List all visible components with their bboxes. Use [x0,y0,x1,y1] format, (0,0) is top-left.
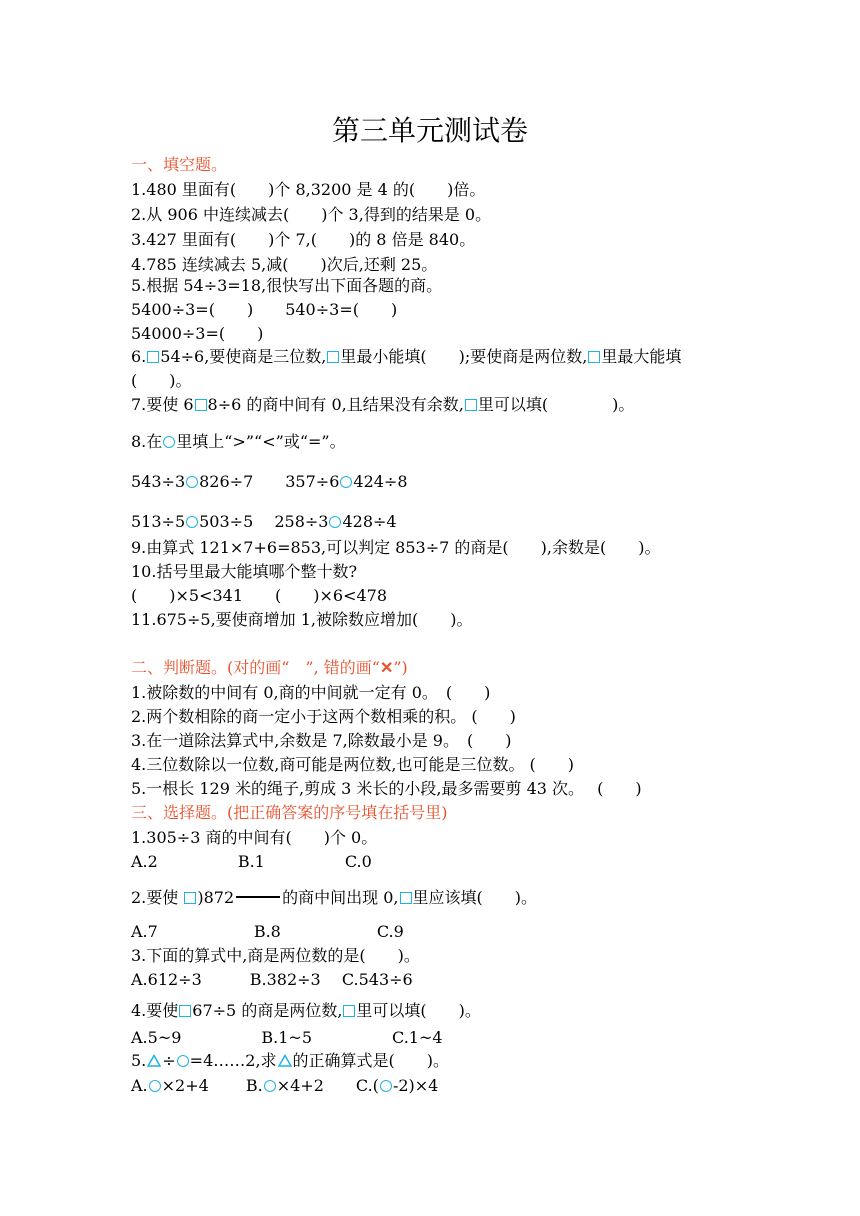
q8-r1-a: 543÷3 [131,472,186,491]
q3-4-b: 67÷5 的商是两位数, [192,1001,343,1020]
tf-heading-a: 二、判断题。(对的画“ ”, 错的画“ [131,658,380,677]
question-3-5 [131,1051,449,1073]
question-3-2-options: A.7 B.8 C.9 [131,922,404,941]
question-2-5: 5.一根长 129 米的绳子,剪成 3 米长的小段,最多需要剪 43 次。 ( ) [131,779,642,798]
question-1-6 [131,347,681,369]
page-title: 第三单元测试卷 [331,114,528,147]
question-1-9: 9.由算式 121×7+6=853,可以判定 853÷7 的商是( ),余数是( )。 [131,538,661,557]
question-2-2: 2.两个数相除的商一定小于这两个数相乘的积。 ( ) [131,707,516,726]
question-2-3: 3.在一道除法算式中,余数是 7,除数最小是 9。 ( ) [131,731,512,750]
division-bar [236,896,280,898]
question-3-5-options [131,1076,438,1098]
square-icon [327,351,339,363]
triangle-icon [278,1054,292,1067]
question-1-3: 3.427 里面有( )个 7,( )的 8 倍是 840。 [131,230,476,249]
square-icon [184,892,196,904]
q6-number: 6. [131,347,147,366]
square-icon [465,399,477,411]
question-1-8-row-1 [131,472,408,494]
question-1-8 [131,432,346,454]
q8-r2-c: 428÷4 [342,512,397,531]
q7-text-b: 8÷6 的商中间有 0,且结果没有余数, [207,395,464,414]
q3-5-a: 5. [131,1051,147,1070]
circle-icon [380,1080,392,1092]
question-1-10-row: ( )×5<341 ( )×6<478 [131,586,388,605]
q3-2-a: 2.要使 [131,888,184,907]
question-1-4: 4.785 连续减去 5,减( )次后,还剩 25。 [131,255,438,274]
square-icon [588,351,600,363]
tf-heading-b: ”) [393,658,408,677]
q8-r2-a: 513÷5 [131,512,186,531]
q6-text-c: 里最小能填( );要使商是两位数, [340,347,588,366]
question-3-3-options: A.612÷3 B.382÷3 C.543÷6 [131,970,413,989]
circle-icon [186,516,198,528]
question-1-6-cont: ( )。 [131,371,192,390]
circle-icon [177,1055,189,1067]
question-1-2: 2.从 906 中连续减去( )个 3,得到的结果是 0。 [131,205,492,224]
cross-icon: ✕ [379,658,394,677]
q8-text-b: 里填上“>”“<”或“=”。 [176,432,346,451]
circle-icon [340,476,352,488]
square-icon [195,399,207,411]
circle-icon [163,436,175,448]
circle-icon [264,1080,276,1092]
q3-5-opt-a2: ×2+4 B. [161,1076,263,1095]
circle-icon [186,476,198,488]
q8-r1-b: 826÷7 357÷6 [199,472,340,491]
q3-5-opt-c2: -2)×4 [392,1076,439,1095]
question-1-1: 1.480 里面有( )个 8,3200 是 4 的( )倍。 [131,180,486,199]
square-icon [179,1005,191,1017]
question-3-4-options: A.5~9 B.1~5 C.1~4 [131,1028,443,1047]
q6-text-b: 54÷6,要使商是三位数, [160,347,327,366]
question-3-1-options: A.2 B.1 C.0 [131,852,372,871]
q7-text-c: 里可以填( )。 [477,395,635,414]
circle-icon [329,516,341,528]
q3-2-d: 里应该填( )。 [412,888,537,907]
q3-5-c: =4……2,求 [189,1051,277,1070]
q3-4-a: 4.要使 [131,1001,179,1020]
question-1-8-row-2 [131,512,397,534]
question-2-1: 1.被除数的中间有 0,商的中间就一定有 0。 ( ) [131,683,491,702]
q8-r2-b: 503÷5 258÷3 [199,512,329,531]
q7-text-a: 7.要使 6 [131,395,194,414]
section-heading-fill-blank: 一、填空题。 [131,155,228,174]
question-3-3: 3.下面的算式中,商是两位数的是( )。 [131,946,420,965]
q3-5-b: ÷ [162,1051,176,1070]
question-3-4 [131,1001,481,1023]
q3-5-d: 的正确算式是( )。 [292,1051,450,1070]
q8-r1-c: 424÷8 [353,472,408,491]
q3-2-b: )872 [197,888,235,907]
square-icon [400,892,412,904]
question-3-1: 1.305÷3 商的中间有( )个 0。 [131,828,378,847]
question-2-4: 4.三位数除以一位数,商可能是两位数,也可能是三位数。 ( ) [131,755,575,774]
q3-5-opt-a: A. [131,1076,148,1095]
question-1-7 [131,395,634,417]
q3-4-c: 里可以填( )。 [356,1001,481,1020]
q3-5-opt-b2: ×4+2 C.( [276,1076,379,1095]
question-1-5: 5.根据 54÷3=18,很快写出下面各题的商。 [131,276,443,295]
square-icon [343,1005,355,1017]
question-1-11: 11.675÷5,要使商增加 1,被除数应增加( )。 [131,610,473,629]
circle-icon [149,1080,161,1092]
q3-2-c: 的商中间出现 0, [282,888,399,907]
question-1-5-row-2: 54000÷3=( ) [131,324,264,343]
triangle-icon [147,1054,161,1067]
question-3-2 [131,888,537,910]
q8-text-a: 8.在 [131,432,163,451]
q6-text-d: 里最大能填 [601,347,682,366]
section-heading-true-false [131,658,408,680]
question-1-5-row-1: 5400÷3=( ) 540÷3=( ) [131,300,398,319]
square-icon [147,351,159,363]
question-1-10: 10.括号里最大能填哪个整十数? [131,562,358,581]
section-heading-choice: 三、选择题。(把正确答案的序号填在括号里) [131,803,448,822]
